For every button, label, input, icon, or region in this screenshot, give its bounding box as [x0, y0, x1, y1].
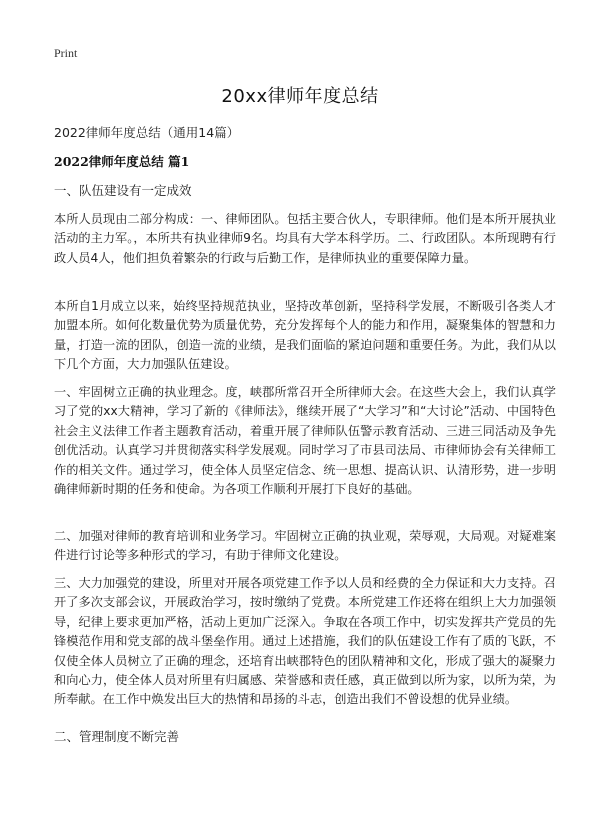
document-title: 20xx律师年度总结 — [221, 86, 379, 107]
paragraph-staff-composition: 本所人员现由二部分构成：一、律师团队。包括主要合伙人，专职律师。他们是本所开展执业活动的主力军。，本所共有执业律师9名。均具有大学本科学历。二、行政团队。本所现聘有行政人员4人，他们担负着繁杂的行政与后勤工作，是律师执业的重要保障力量。 — [54, 212, 556, 265]
section-heading-management: 二、管理制度不断完善 — [54, 729, 180, 744]
paragraph-training: 二、加强对律师的教育培训和业务学习。牢固树立正确的执业观，荣辱观，大局观。对疑难案件进行讨论等多种形式的学习，有助于律师文化建设。 — [54, 529, 556, 563]
article-heading: 2022律师年度总结 篇1 — [54, 154, 190, 169]
paragraph-practice-philosophy: 一、牢固树立正确的执业理念。度，峡郡所常召开全所律师大会。在这些大会上，我们认真学习了党的xx大精神，学习了新的《律师法》，继续开展了“大学习”和“大讨论”活动、中国特色社会主义法律工作者主题教育活动，着重开展了律师队伍警示教育活动、三进三同活动及争先创优活动。认真学习并贯彻落实科学发展观。同时学习了市县司法局、市律师协会有关律师工作的相关文件。通过学习，使全体人员坚定信念、统一思想、提高认识、认清形势，进一步明确律师新时期的任务和使命。为各项工作顺利开展打下良好的基础。 — [54, 385, 556, 497]
print-link[interactable]: Print — [54, 46, 78, 60]
section-heading-team: 一、队伍建设有一定成效 — [54, 183, 192, 198]
paragraph-party-building: 三、大力加强党的建设，所里对开展各项党建工作予以人员和经费的全力保证和大力支持。召开了多次支部会议，开展政治学习，按时缴纳了党费。本所党建工作还将在组织上大力加强领导，纪律上要求更加严格，活动上更加广泛深入。争取在各项工作中，切实发挥共产党员的先锋模范作用和党支部的战斗堡垒作用。通过上述措施，我们的队伍建设工作有了质的飞跃，不仅使全体人员树立了正确的理念，还培育出峡郡特色的团队精神和文化，形成了强大的凝聚力和向心力，使全体人员对所里有归属感、荣誉感和责任感，真正做到以所为家，以所为荣，为所奉献。在工作中焕发出巨大的热情和昂扬的斗志，创造出我们不曾设想的优异业绩。 — [54, 576, 556, 707]
paragraph-founding: 本所自1月成立以来，始终坚持规范执业，坚持改革创新，坚持科学发展，不断吸引各类人才加盟本所。如何化数量优势为质量优势，充分发挥每个人的能力和作用，凝聚集体的智慧和力量，打造一流的团队，创造一流的业绩，是我们面临的紧迫问题和重要任务。为此，我们从以下几个方面，大力加强队伍建设。 — [54, 299, 556, 372]
document-subtitle: 2022律师年度总结（通用14篇） — [54, 125, 240, 140]
